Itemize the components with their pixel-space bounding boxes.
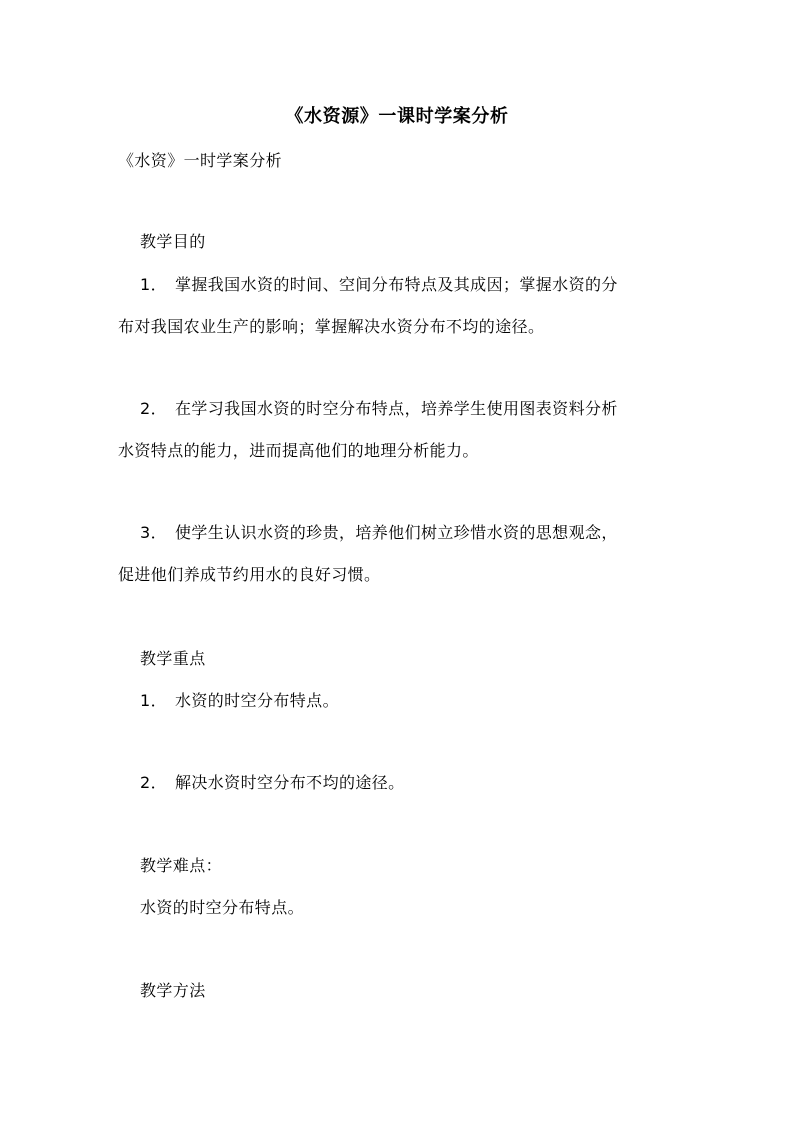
list-text: 在学习我国水资的时空分布特点，培养学生使用图表资料分析 bbox=[174, 399, 618, 418]
list-text: 掌握我国水资的时间、空间分布特点及其成因；掌握水资的分 bbox=[174, 275, 618, 294]
objective-item-2-line-1 bbox=[140, 398, 618, 420]
difficulties-text: 水资的时空分布特点。 bbox=[140, 898, 305, 917]
key-point-item-1 bbox=[140, 690, 339, 712]
list-number: 3． bbox=[140, 523, 167, 542]
objective-item-3-line-2: 促进他们养成节约用水的良好习惯。 bbox=[118, 565, 381, 584]
document-subtitle: 《水资》一时学案分析 bbox=[118, 151, 283, 170]
list-text: 使学生认识水资的珍贵，培养他们树立珍惜水资的思想观念， bbox=[174, 523, 618, 542]
difficulties-heading: 教学难点： bbox=[140, 856, 223, 875]
list-number: 1． bbox=[140, 275, 167, 294]
objective-item-1-line-1 bbox=[140, 274, 618, 296]
objective-item-3-line-1 bbox=[140, 522, 618, 544]
objective-item-2-line-2: 水资特点的能力，进而提高他们的地理分析能力。 bbox=[118, 441, 479, 460]
document-title: 《水资源》一课时学案分析 bbox=[285, 106, 509, 127]
list-number: 1． bbox=[140, 691, 167, 710]
objectives-heading: 教学目的 bbox=[140, 232, 206, 251]
objective-item-1-line-2: 布对我国农业生产的影响；掌握解决水资分布不均的途径。 bbox=[118, 317, 545, 336]
key-points-heading: 教学重点 bbox=[140, 649, 206, 668]
methods-heading: 教学方法 bbox=[140, 981, 206, 1000]
list-text: 解决水资时空分布不均的途径。 bbox=[174, 773, 405, 792]
list-number: 2． bbox=[140, 399, 167, 418]
list-number: 2． bbox=[140, 773, 167, 792]
list-text: 水资的时空分布特点。 bbox=[174, 691, 339, 710]
key-point-item-2 bbox=[140, 772, 405, 794]
